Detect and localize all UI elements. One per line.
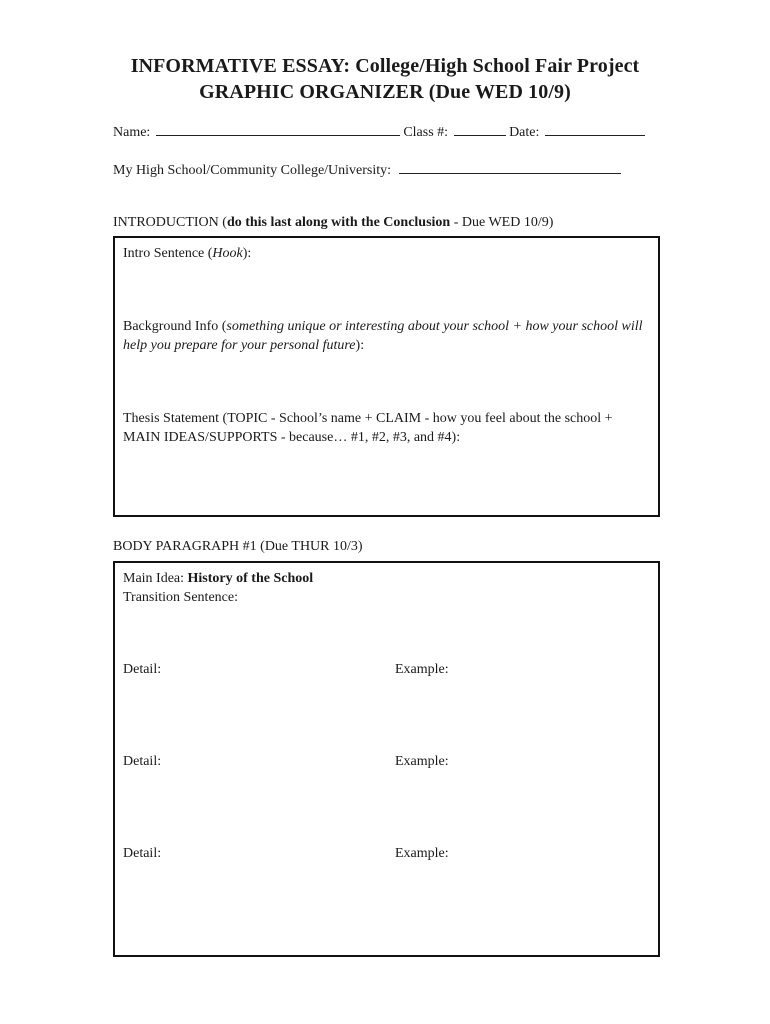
hook-italic: Hook: [212, 246, 243, 261]
main-idea-label: Main Idea:: [123, 571, 188, 586]
introduction-heading: [113, 214, 553, 232]
class-label: Class #:: [403, 125, 449, 140]
date-blank[interactable]: [545, 121, 645, 136]
school-info-line: [113, 159, 621, 180]
background-italic: something unique or interesting about your school + how your school will help you prepare for your personal future: [123, 319, 643, 353]
name-blank[interactable]: [156, 121, 400, 136]
student-info-line: [113, 121, 645, 142]
transition-sentence-field: Transition Sentence:: [123, 590, 238, 605]
hook-post: ):: [242, 246, 252, 261]
intro-heading-end: - Due WED 10/9): [450, 215, 554, 230]
detail-3-label: Detail:: [123, 846, 162, 861]
page-subtitle: GRAPHIC ORGANIZER (Due WED 10/9): [199, 81, 571, 103]
background-pre: Background Info (: [123, 319, 227, 334]
example-1-label: Example:: [395, 662, 449, 677]
thesis-statement-field: Thesis Statement (TOPIC - School’s name + CLAIM - how you feel about the school + MAIN IDEAS/SUPPORTS - because… #1, #2, #3, and #4):: [123, 411, 613, 445]
school-blank[interactable]: [399, 159, 621, 174]
date-label: Date:: [509, 125, 540, 140]
body-paragraph-1-box[interactable]: [113, 561, 660, 957]
introduction-box[interactable]: [113, 236, 660, 517]
detail-2-label: Detail:: [123, 754, 162, 769]
hook-pre: Intro Sentence (: [123, 246, 213, 261]
intro-heading-start: INTRODUCTION (: [113, 215, 227, 230]
page-title: INFORMATIVE ESSAY: College/High School Fair Project: [130, 55, 640, 77]
intro-heading-bold: do this last along with the Conclusion: [226, 215, 451, 230]
example-3-label: Example:: [395, 846, 449, 861]
name-label: Name:: [113, 125, 151, 140]
background-post: ):: [355, 338, 365, 353]
hook-field: [123, 244, 648, 263]
main-idea-value: History of the School: [187, 571, 314, 586]
background-info-field: [123, 317, 648, 355]
class-blank[interactable]: [454, 121, 506, 136]
example-2-label: Example:: [395, 754, 449, 769]
detail-1-label: Detail:: [123, 662, 162, 677]
school-label: My High School/Community College/University:: [113, 163, 392, 178]
body-paragraph-1-heading: BODY PARAGRAPH #1 (Due THUR 10/3): [113, 539, 363, 554]
main-idea-field: [123, 569, 313, 588]
